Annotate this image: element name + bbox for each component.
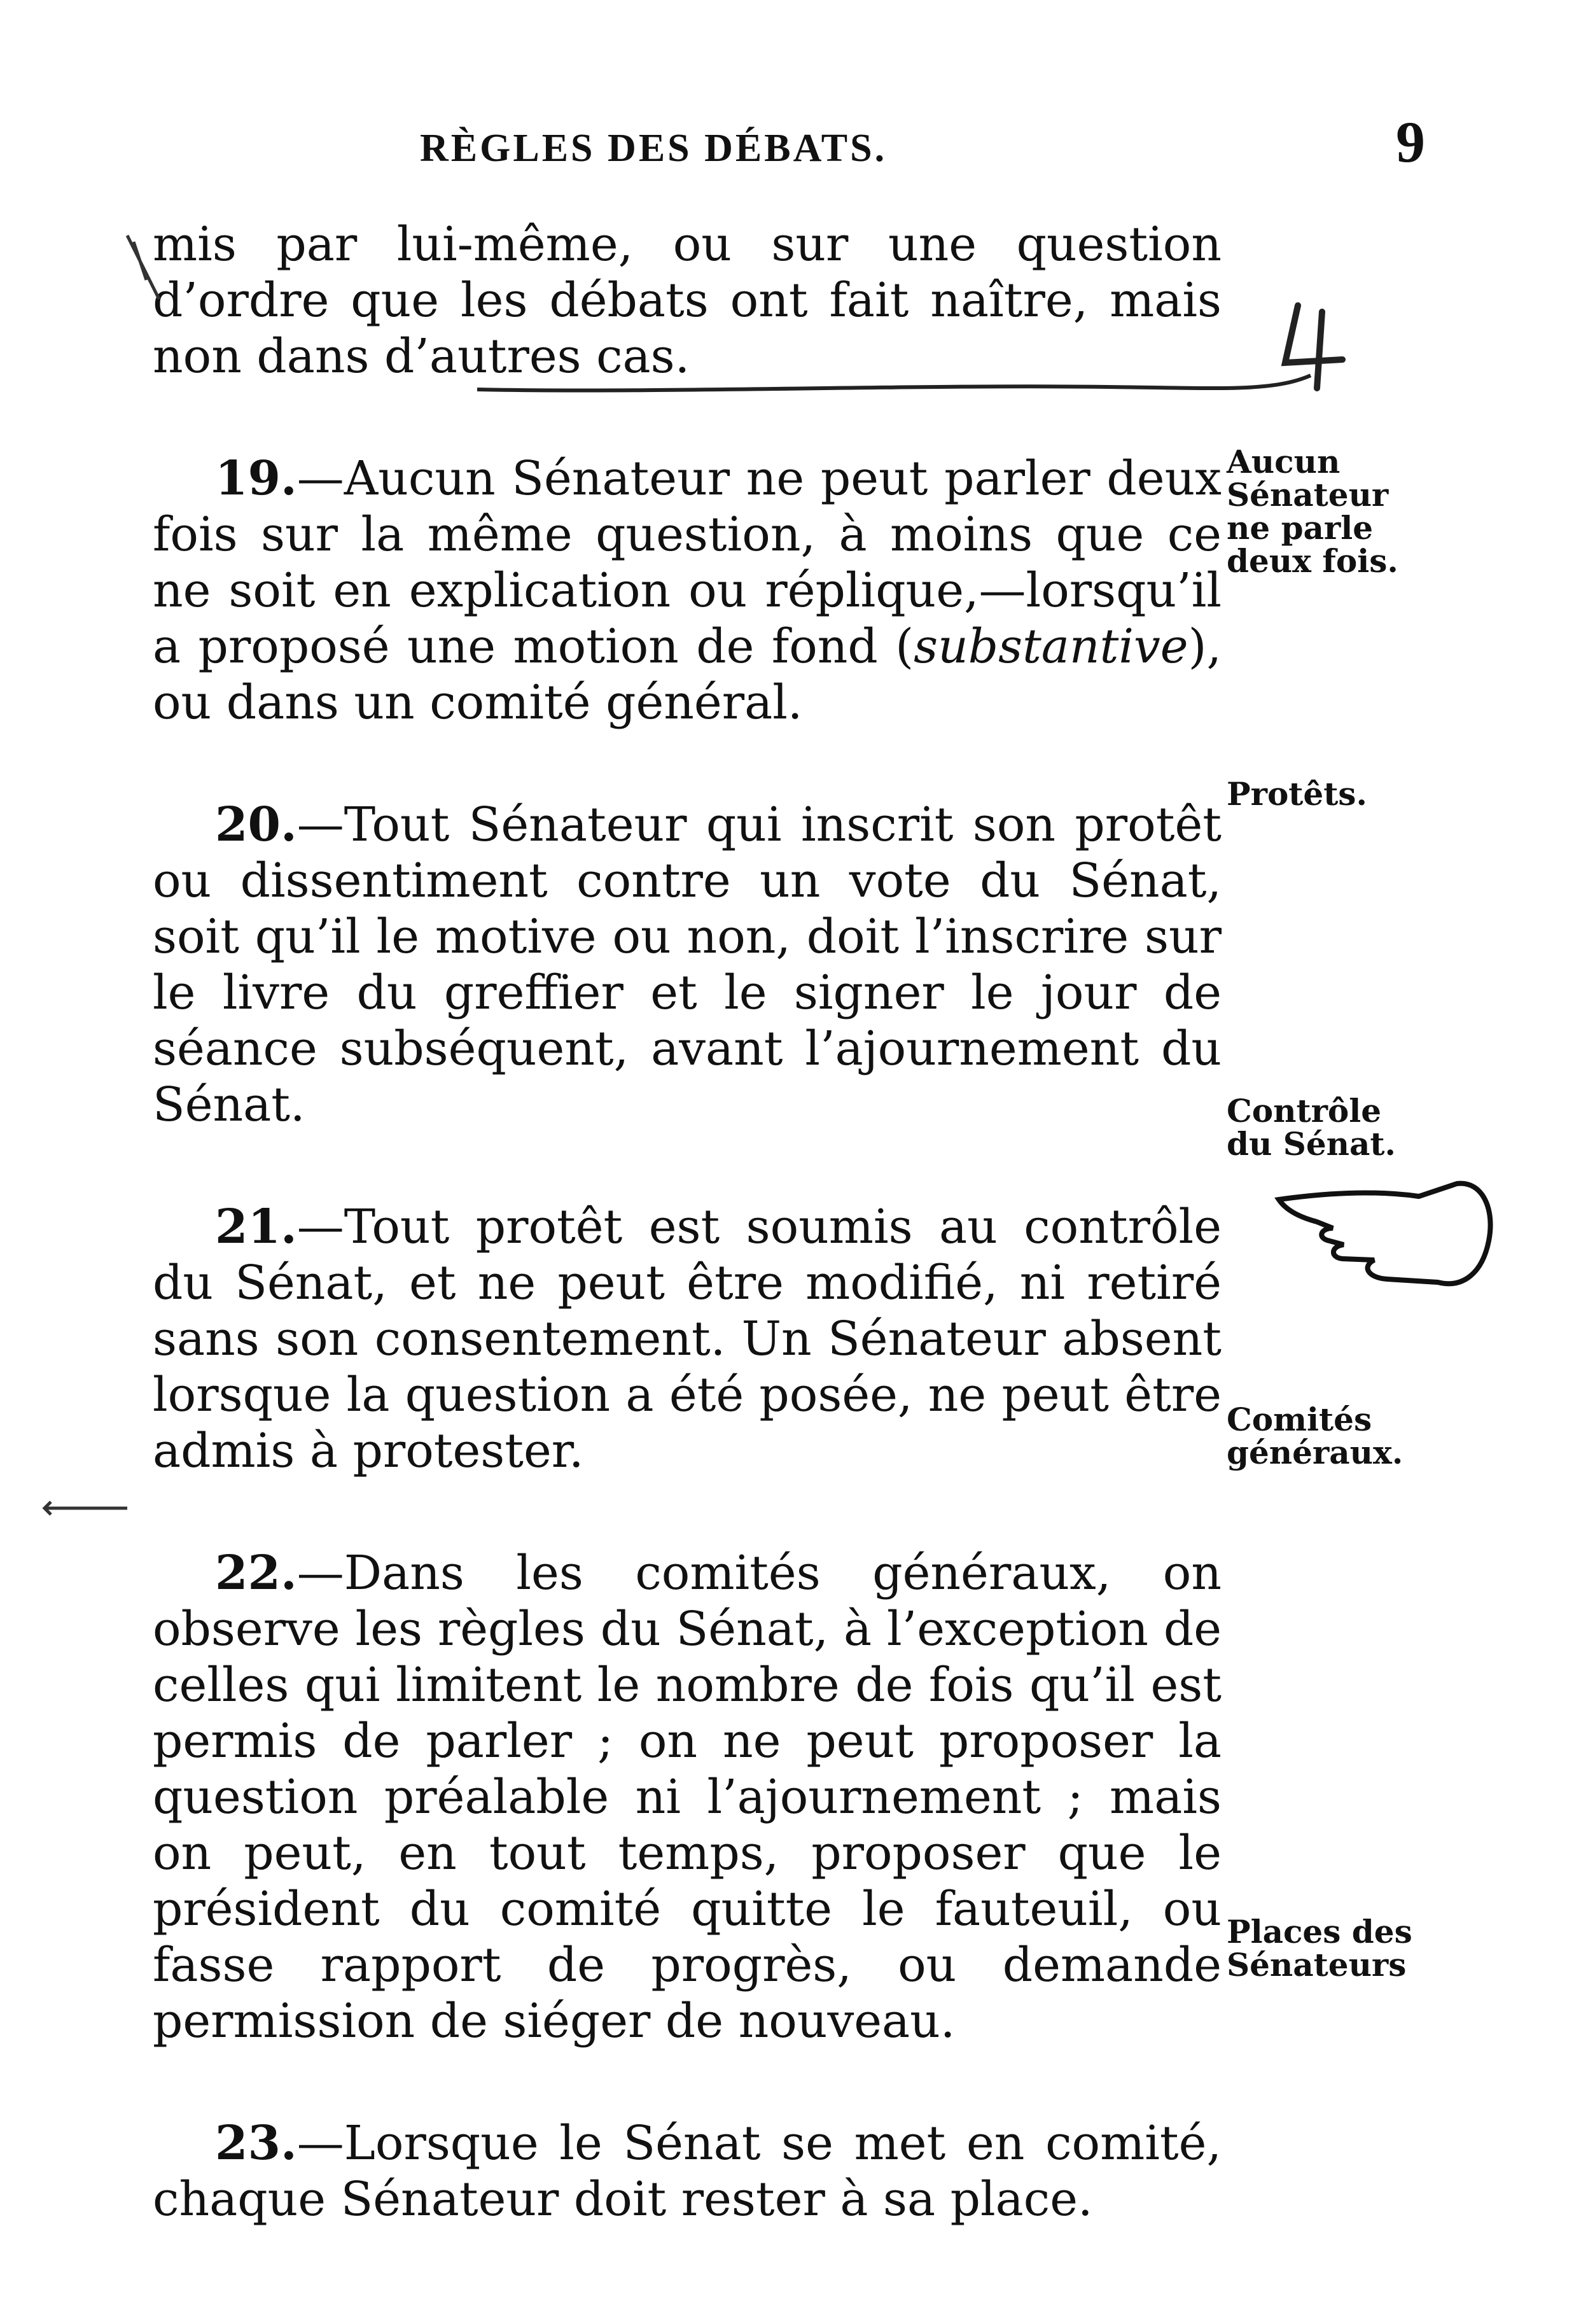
article-text: —Dans les comités généraux, on observe les règles du Sénat, à l’exception de celles qui limitent le nombre de fois qu’il est permis de parler ; on ne peut proposer la question préalable ni l’ajournement ; mais on peut, en tout temps, proposer que le président du comité quitte le fauteuil, ou fasse rapport de progrès, ou demande permission de siéger de nouveau. xyxy=(153,1546,1222,2048)
article-number: 21. xyxy=(215,1200,297,1254)
article-text: —Aucun Sénateur ne peut parler deux fois sur la même question, à moins que ce ne soit en explication ou réplique,—lorsqu’il a proposé une motion de fond ( xyxy=(153,451,1222,674)
article-19 xyxy=(153,451,1222,731)
article-text: —Lorsque le Sénat se met en comité, chaque Sénateur doit rester à sa place. xyxy=(153,2116,1222,2227)
margin-note-19: Aucun Sénateur ne parle deux fois. xyxy=(1227,443,1398,580)
article-text: ), ou dans un comité général. xyxy=(153,619,1222,730)
page-number: 9 xyxy=(1396,109,1425,174)
article-number: 23. xyxy=(215,2116,297,2171)
page-header xyxy=(420,108,1425,185)
margin-note-22: Comités généraux. xyxy=(1227,1401,1403,1471)
margin-pencil-mark xyxy=(121,229,172,331)
margin-arrow-mark xyxy=(38,1495,140,1521)
article-number: 20. xyxy=(215,797,297,852)
handwritten-underline-stroke xyxy=(471,331,1374,407)
margin-note-21: Contrôle du Sénat. xyxy=(1227,1092,1396,1163)
article-number: 19. xyxy=(215,451,297,506)
article-number: 22. xyxy=(215,1546,297,1600)
article-21 xyxy=(153,1199,1222,1479)
handwritten-numeral-icon xyxy=(1272,293,1362,395)
article-emphasis: substantive xyxy=(914,619,1188,674)
article-text: —Tout Sénateur qui inscrit son protêt ou dissentiment contre un vote du Sénat, soit qu’il le motive ou non, doit l’inscrire sur le livre du greffier et le signer le jour de séance subséquent, avant l’ajournement du Sénat. xyxy=(153,797,1222,1132)
article-22 xyxy=(153,1545,1222,2049)
article-23 xyxy=(153,2115,1222,2227)
body-text xyxy=(153,216,1222,2227)
running-title: RÈGLES DES DÉBATS. xyxy=(420,127,888,170)
margin-note-20: Protêts. xyxy=(1227,775,1367,813)
continuation-paragraph: mis par lui-même, ou sur une question d’ordre que les débats ont fait naître, mais non dans d’autres cas. xyxy=(153,217,1222,384)
article-20 xyxy=(153,797,1222,1133)
pointing-hand-icon xyxy=(1272,1171,1501,1298)
margin-note-23: Places des Sénateurs xyxy=(1227,1913,1412,1984)
article-text: —Tout protêt est soumis au contrôle du Sénat, et ne peut être modifié, ni retiré sans son consentement. Un Sénateur absent lorsque la question a été posée, ne peut être admis à protester. xyxy=(153,1200,1222,1478)
